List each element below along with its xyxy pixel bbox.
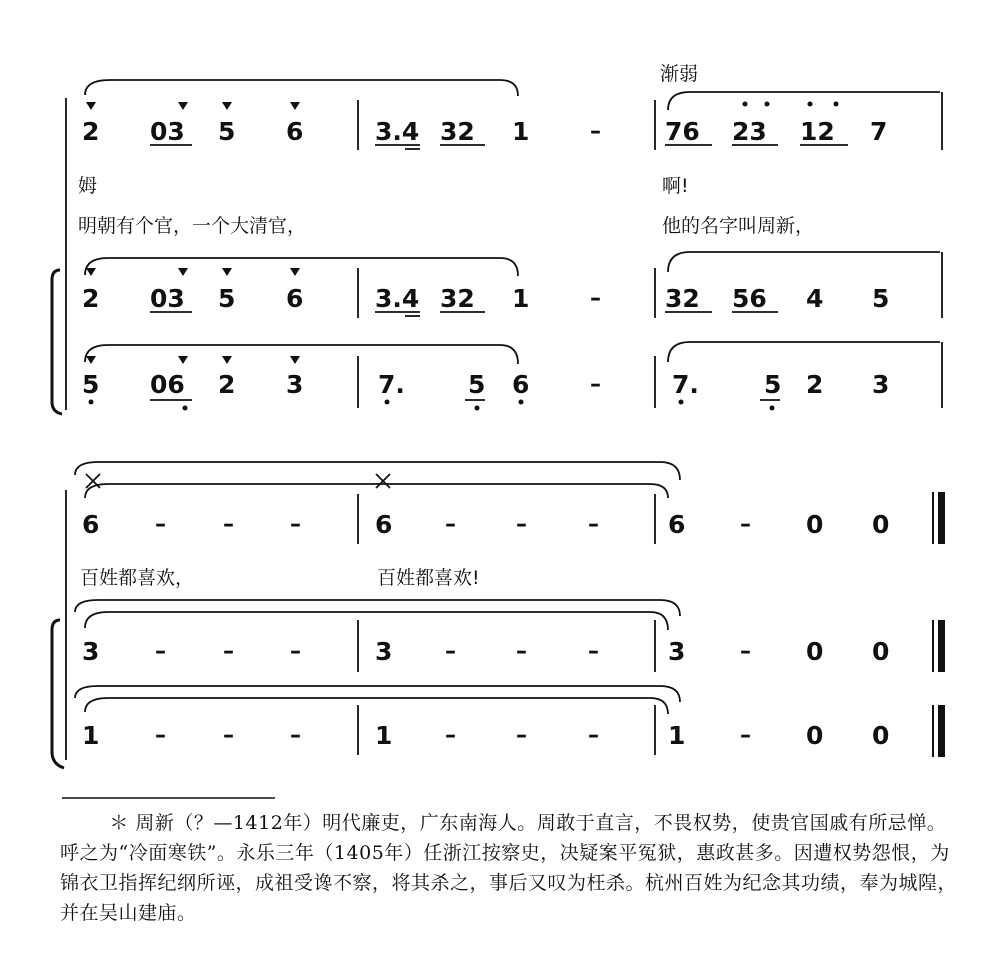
note-dash: – [445, 512, 456, 537]
note: 6 [286, 117, 304, 146]
note-dash: – [445, 723, 456, 748]
note-dash: – [740, 512, 751, 537]
note-dash: – [223, 512, 234, 537]
note: 32 [665, 284, 700, 313]
note: 12 [800, 117, 835, 146]
note-dash: – [588, 639, 599, 664]
tie-slur [85, 484, 668, 498]
note-dash: – [290, 723, 301, 748]
note-dash: – [155, 512, 166, 537]
note-dash: – [740, 639, 751, 664]
note: 6 [82, 510, 100, 539]
note-dash: – [588, 723, 599, 748]
dynamic-diminuendo: 渐弱 [660, 63, 699, 85]
note: 3 [375, 637, 393, 666]
lyric: 啊! [662, 175, 689, 197]
note: 0 [806, 637, 824, 666]
phrase-slur [668, 252, 940, 272]
note: 2 [806, 370, 824, 399]
note: 1 [512, 117, 530, 146]
note: 5 [218, 284, 236, 313]
note: 32 [440, 117, 475, 146]
note: 3.4 [375, 284, 420, 313]
tie-slur [75, 462, 680, 480]
note: 1 [375, 721, 393, 750]
note: 3 [668, 637, 686, 666]
note: 5 [82, 370, 100, 399]
note-dash: – [290, 639, 301, 664]
note: 0 [872, 510, 890, 539]
note: 1 [512, 284, 530, 313]
phrase-slur [85, 258, 518, 276]
note: 3.4 [375, 117, 420, 146]
note: 2 [82, 117, 100, 146]
note: 6 [286, 284, 304, 313]
note: 5 [872, 284, 890, 313]
note-dash: – [588, 512, 599, 537]
tie-slur [75, 600, 680, 616]
note: 32 [440, 284, 475, 313]
note-dash: – [516, 723, 527, 748]
note: 3 [286, 370, 304, 399]
phrase-slur [668, 92, 940, 110]
note: 2 [218, 370, 236, 399]
note-dash: – [155, 723, 166, 748]
lyric: 他的名字叫周新， [662, 215, 815, 237]
note: 0 [872, 721, 890, 750]
note: 7. [378, 370, 405, 399]
note: 3 [872, 370, 890, 399]
lyric: 百姓都喜欢， [80, 567, 195, 589]
note-dash: – [590, 286, 601, 311]
note: 5 [218, 117, 236, 146]
note-dash: – [516, 639, 527, 664]
note: 6 [668, 510, 686, 539]
footnote: ＊ 周新（？—1412年）明代廉吏，广东南海人。周敢于直言，不畏权势，使贵官国戚有所忌惮。呼之为“冷面寒铁”。永乐三年（1405年）任浙江按察史，决疑案平冤狱，惠政甚多。因遭权势怨恨，为锦衣卫指挥纪纲所诬，成祖受谗不察，将其杀之，事后又叹为枉杀。杭州百姓为纪念其功绩，奉为城隍，并在吴山建庙。 [60, 812, 958, 924]
note: 1 [668, 721, 686, 750]
tie-slur [75, 686, 680, 702]
note: 2 [82, 284, 100, 313]
phrase-slur [85, 80, 518, 96]
note: 5 [468, 370, 486, 399]
note: 06 [150, 370, 185, 399]
phrase-slur [668, 342, 940, 362]
note: 0 [872, 637, 890, 666]
note: 4 [806, 284, 824, 313]
note: 03 [150, 284, 185, 313]
note-dash: – [590, 119, 601, 144]
note: 6 [375, 510, 393, 539]
note: 23 [732, 117, 767, 146]
lyric: 姆 [78, 175, 98, 197]
note-dash: – [590, 372, 601, 397]
lyric: 百姓都喜欢! [377, 567, 480, 589]
note: 3 [82, 637, 100, 666]
note: 1 [82, 721, 100, 750]
tie-slur [85, 698, 668, 714]
note-dash: – [290, 512, 301, 537]
tie-slur [85, 612, 668, 630]
system-brace-2 [52, 620, 64, 768]
note: 7. [672, 370, 699, 399]
note-dash: – [740, 723, 751, 748]
note: 5 [764, 370, 782, 399]
note-dash: – [516, 512, 527, 537]
phrase-slur [85, 345, 518, 364]
system-brace-1 [52, 270, 62, 414]
note-dash: – [445, 639, 456, 664]
lyric: 明朝有个官，一个大清官， [78, 215, 307, 237]
note: 0 [806, 510, 824, 539]
note: 56 [732, 284, 767, 313]
note: 76 [665, 117, 700, 146]
note: 03 [150, 117, 185, 146]
note: 0 [806, 721, 824, 750]
note: 6 [512, 370, 530, 399]
note-dash: – [155, 639, 166, 664]
note-dash: – [223, 639, 234, 664]
note: 7 [870, 117, 888, 146]
note-dash: – [223, 723, 234, 748]
